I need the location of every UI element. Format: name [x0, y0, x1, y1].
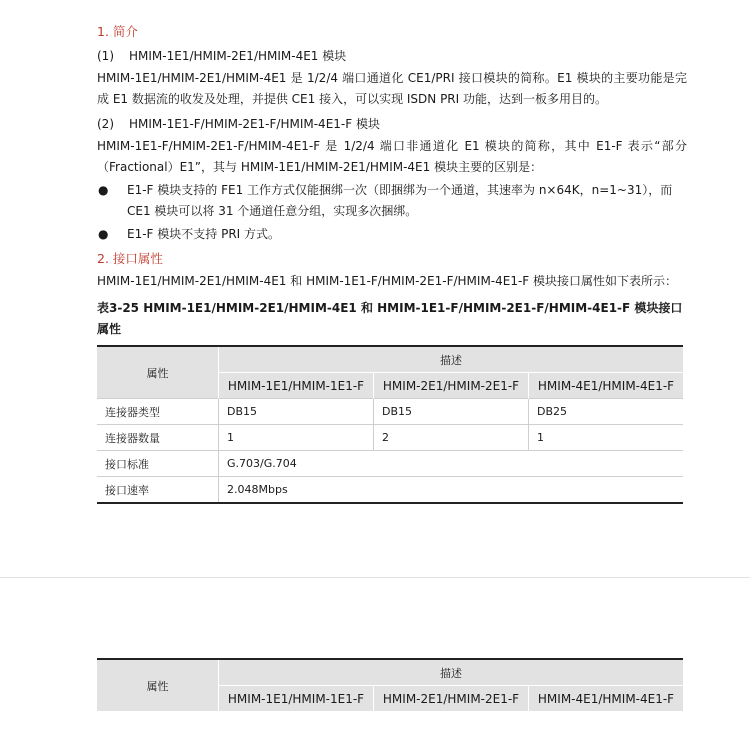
paragraph-e1f-description: HMIM-1E1-F/HMIM-2E1-F/HMIM-4E1-F 是 1/2/4 端口非通道化 E1 模块的简称，其中 E1-F 表示“部分（Fractional）E1”，其与 HMIM-1E1/HMIM-2E1/HMIM-4E1 模块主要的区别是： — [97, 139, 687, 174]
subsection-title-ce1 — [97, 46, 687, 66]
table-header-attribute: 属性 — [97, 346, 219, 399]
table-header-attribute: 属性 — [97, 659, 219, 711]
list-item-text: E1-F 模块支持的 FE1 工作方式仅能捆绑一次（即捆绑为一个通道，其速率为 n×64K，n=1~31），而 CE1 模块可以将 31 个通道任意分组，实现多次捆绑。 — [127, 183, 673, 218]
section-heading-interface: 2. 接口属性 — [97, 251, 163, 266]
subsection-number: (2) — [97, 117, 114, 131]
table-cell: DB15 — [219, 399, 374, 425]
list-item — [97, 224, 687, 245]
list-item-text: E1-F 模块不支持 PRI 方式。 — [127, 227, 281, 241]
subsection-title-text: HMIM-1E1-F/HMIM-2E1-F/HMIM-4E1-F 模块 — [129, 117, 380, 131]
table-header-description: 描述 — [219, 659, 684, 686]
table-row — [97, 477, 683, 504]
page-divider — [0, 577, 750, 578]
table-column-header: HMIM-4E1/HMIM-4E1-F — [529, 686, 684, 712]
table-cell: DB25 — [529, 399, 684, 425]
table-cell: 1 — [219, 425, 374, 451]
list-item — [97, 180, 687, 222]
difference-list — [97, 180, 687, 245]
table-column-header: HMIM-4E1/HMIM-4E1-F — [529, 373, 684, 399]
bullet-icon: ● — [98, 227, 109, 241]
paragraph-interface-intro: HMIM-1E1/HMIM-2E1/HMIM-4E1 和 HMIM-1E1-F/HMIM-2E1-F/HMIM-4E1-F 模块接口属性如下表所示： — [97, 274, 678, 288]
table-row — [97, 399, 683, 425]
subsection-title-e1f — [97, 114, 687, 134]
table-column-header: HMIM-2E1/HMIM-2E1-F — [374, 373, 529, 399]
interface-attribute-table-continued — [97, 658, 683, 711]
table-cell: 2 — [374, 425, 529, 451]
row-label: 连接器类型 — [97, 399, 219, 425]
paragraph-ce1-description: HMIM-1E1/HMIM-2E1/HMIM-4E1 是 1/2/4 端口通道化 CE1/PRI 接口模块的简称。E1 模块的主要功能是完成 E1 数据流的收发及处理，并提供 CE1 接入，可以实现 ISDN PRI 功能，达到一板多用目的。 — [97, 71, 687, 106]
table-row — [97, 451, 683, 477]
table-header-description: 描述 — [219, 346, 684, 373]
subsection-number: (1) — [97, 49, 114, 63]
table-column-header: HMIM-1E1/HMIM-1E1-F — [219, 373, 374, 399]
table-column-header: HMIM-1E1/HMIM-1E1-F — [219, 686, 374, 712]
subsection-title-text: HMIM-1E1/HMIM-2E1/HMIM-4E1 模块 — [129, 49, 347, 63]
table-cell-span: G.703/G.704 — [219, 451, 684, 477]
table-row — [97, 425, 683, 451]
table-cell: 1 — [529, 425, 684, 451]
table-caption: 表3-25 HMIM-1E1/HMIM-2E1/HMIM-4E1 和 HMIM-1E1-F/HMIM-2E1-F/HMIM-4E1-F 模块接口属性 — [97, 301, 683, 336]
document-page-continued — [97, 658, 687, 711]
section-heading-intro: 1. 简介 — [97, 24, 138, 39]
bullet-icon: ● — [98, 183, 109, 197]
table-cell-span: 2.048Mbps — [219, 477, 684, 504]
row-label: 接口标准 — [97, 451, 219, 477]
row-label: 连接器数量 — [97, 425, 219, 451]
document-page — [97, 22, 687, 504]
table-column-header: HMIM-2E1/HMIM-2E1-F — [374, 686, 529, 712]
row-label: 接口速率 — [97, 477, 219, 504]
table-cell: DB15 — [374, 399, 529, 425]
interface-attribute-table — [97, 345, 683, 504]
